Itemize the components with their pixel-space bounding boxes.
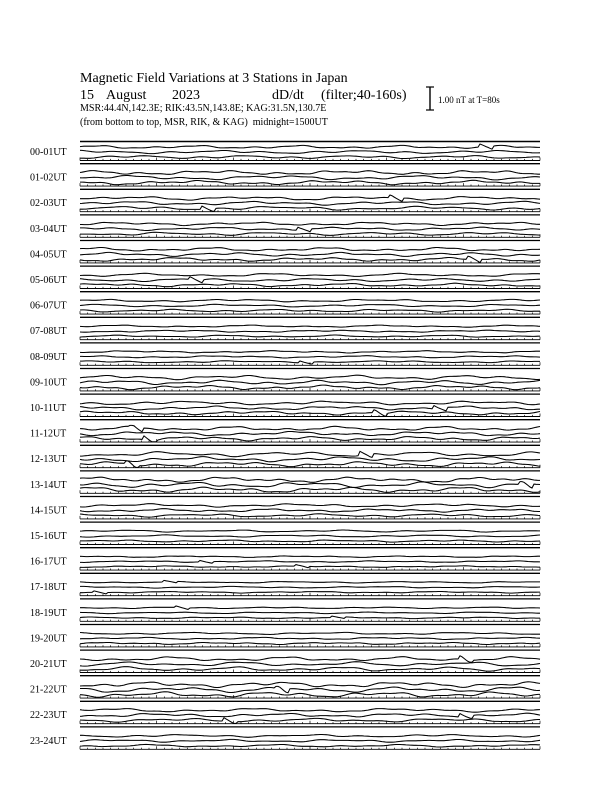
chart-title: Magnetic Field Variations at 3 Stations in Japan [80,71,348,86]
trace-rik [80,509,540,513]
trace-rik [80,713,540,718]
panel-label: 15-16UT [30,531,67,542]
trace-kag [80,401,540,405]
trace-kag [80,248,540,251]
trace-rik [80,277,540,283]
date-month: August [106,88,147,103]
panel-label: 12-13UT [30,454,67,466]
trace-kag [80,451,540,457]
trace-rik [80,304,540,307]
panel-label: 01-02UT [30,172,67,184]
panel-label: 07-08UT [30,326,67,338]
trace-kag [80,504,540,508]
quantity-label: dD/dt [272,88,304,103]
date-day: 15 [80,88,94,103]
panel-label: 10-11UT [30,403,67,414]
trace-kag [80,530,540,532]
panel-label: 18-19UT [30,607,67,619]
trace-rik [80,662,540,666]
midnight-note: midnight=1500UT [252,117,328,128]
station-coordinates: MSR:44.4N,142.3E; RIK:43.5N,143.8E; KAG:31.5N,130.7E [80,103,327,114]
panel-label: 03-04UT [30,223,67,235]
trace-kag [80,425,540,431]
panel-label: 21-22UT [30,684,67,696]
trace-msr [80,616,540,619]
panel-label: 02-03UT [30,198,67,210]
trace-rik [80,739,540,742]
trace-kag [80,325,540,327]
trace-kag [80,606,540,609]
trace-kag [80,375,540,380]
panel-label: 22-23UT [30,710,67,722]
trace-rik [80,612,540,614]
filter-label: (filter;40-160s) [321,88,407,103]
panel-label: 08-09UT [30,351,67,363]
panel-label: 17-18UT [30,582,67,594]
trace-rik [80,535,540,537]
trace-kag [80,656,540,662]
order-note: (from bottom to top, MSR, RIK, & KAG) [80,117,248,128]
panel-label: 13-14UT [30,479,67,491]
trace-rik [80,227,540,232]
trace-kag [80,709,540,713]
trace-rik [80,356,540,358]
trace-kag [80,735,540,738]
panel-label: 09-10UT [30,377,67,389]
trace-rik [80,457,540,462]
panel-label: 00-01UT [30,147,67,158]
panel-label: 16-17UT [30,556,67,568]
trace-rik [80,176,540,180]
trace-kag [80,682,540,688]
panel-label: 19-20UT [30,633,67,645]
trace-rik [80,586,540,588]
trace-rik [80,406,540,411]
trace-kag [80,222,540,225]
trace-kag [80,299,540,301]
trace-kag [80,580,540,583]
trace-kag [80,171,540,175]
trace-rik [80,201,540,205]
panel-label: 04-05UT [30,249,67,261]
trace-rik [80,330,540,332]
trace-kag [80,144,540,149]
panel-label: 06-07UT [30,300,67,312]
scale-label: 1.00 nT at T=80s [438,95,500,105]
trace-kag [80,195,540,201]
trace-rik [80,637,540,639]
trace-rik [80,150,540,153]
panel-label: 20-21UT [30,659,67,670]
trace-rik [80,561,540,564]
trace-kag [80,273,540,276]
trace-rik [80,686,540,692]
panel-label: 14-15UT [30,505,67,517]
panel-label: 23-24UT [30,735,67,747]
date-year: 2023 [172,88,200,103]
trace-rik [80,252,540,256]
trace-rik [80,380,540,385]
trace-kag [80,556,540,558]
trace-rik [80,432,540,436]
panel-label: 11-12UT [30,428,67,440]
panel-label: 05-06UT [30,275,67,286]
trace-kag [80,477,540,482]
trace-kag [80,632,540,634]
trace-kag [80,351,540,353]
